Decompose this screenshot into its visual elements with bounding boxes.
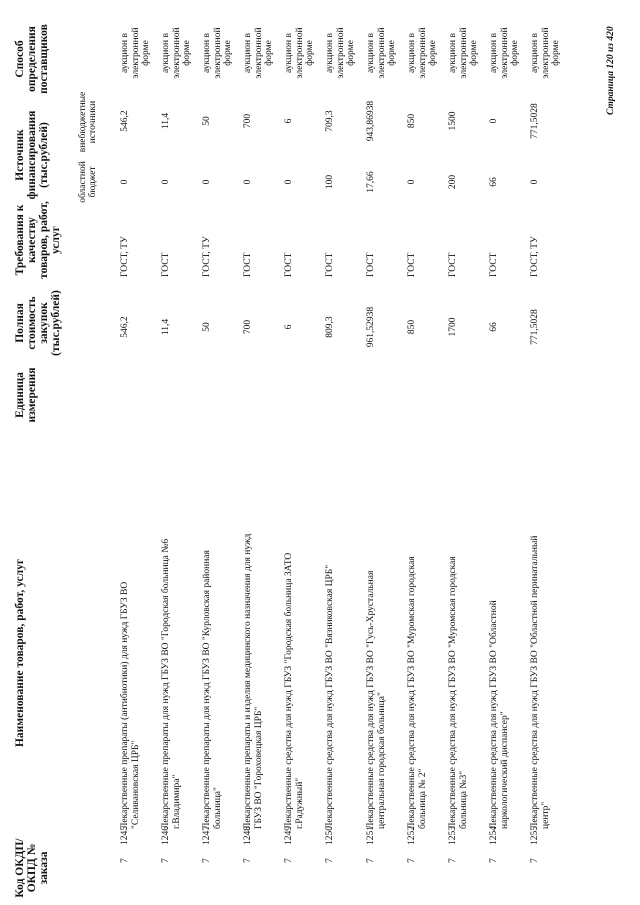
row-name: Лекарственные средства для нужд ГБУЗ ВО "Муромская городская больница № 2" [407, 556, 428, 829]
row-name: Лекарственные препараты и изделия медицинского назначения для нужд ГБУЗ ВО "Гороховецкая ЦРБ" [243, 533, 264, 829]
row-requirements: ГОСТ, ТУ [120, 236, 130, 277]
row-code: 7 [120, 858, 130, 863]
row-method: аукцион в электронной форме [325, 27, 356, 79]
row-name: Лекарственные средства для нужд ГБУЗ ВО "Вязниковская ЦРБ" [325, 564, 335, 829]
header-code: Код ОКДП/ ОКПД № заказа [14, 838, 50, 898]
row-extrabudgetary: 546,2 [120, 110, 130, 132]
row-code: 7 [489, 858, 499, 863]
row-name: Лекарственные препараты для нужд ГБУЗ ВО "Городская больница №6 г.Владимира" [161, 538, 182, 829]
row-cost: 771,5028 [530, 309, 540, 345]
row-regional-budget: 66 [489, 177, 499, 187]
row-code: 7 [448, 858, 458, 863]
row-cost: 66 [489, 322, 499, 332]
row-method: аукцион в электронной форме [530, 27, 561, 79]
row-name: Лекарственные средства для нужд ГБУЗ ВО "Областной наркологический диспансер" [489, 600, 510, 829]
row-method: аукцион в электронной форме [161, 27, 192, 79]
header-unit: Единица измерения [14, 367, 38, 423]
row-number: 1255 [530, 826, 540, 845]
row-requirements: ГОСТ [407, 252, 417, 277]
row-code: 7 [407, 858, 417, 863]
row-requirements: ГОСТ [325, 252, 335, 277]
row-requirements: ГОСТ [448, 252, 458, 277]
row-name: Лекарственные средства для нужд ГБУЗ ВО "Областной перинатальный центр" [530, 535, 551, 829]
row-cost: 50 [202, 322, 212, 332]
row-code: 7 [243, 858, 253, 863]
row-requirements: ГОСТ, ТУ [202, 236, 212, 277]
row-regional-budget: 0 [120, 179, 130, 185]
row-regional-budget: 0 [530, 179, 540, 185]
row-name: Лекарственные средства для нужд ГБУЗ ВО "Гусь-Хрустальная центральная городская больница" [366, 570, 387, 829]
row-cost: 961,52938 [366, 306, 376, 348]
row-cost: 546,2 [120, 316, 130, 338]
row-method: аукцион в электронной форме [366, 27, 397, 79]
header-cost: Полная стоимость закупок (тыс.рублей) [14, 290, 62, 356]
row-number: 1250 [325, 826, 335, 845]
row-extrabudgetary: 50 [202, 116, 212, 126]
table-row [487, 0, 527, 905]
row-cost: 700 [243, 319, 253, 335]
row-requirements: ГОСТ [161, 252, 171, 277]
row-name: Лекарственные препараты для нужд ГБУЗ ВО "Курловская районная больница" [202, 550, 223, 829]
row-code: 7 [530, 858, 540, 863]
row-method: аукцион в электронной форме [202, 27, 233, 79]
subheader-extrabudgetary: внебюджетные источники [78, 91, 98, 153]
row-method: аукцион в электронной форме [284, 27, 315, 79]
subheader-regional-budget: областной бюджет [78, 161, 98, 203]
row-regional-budget: 0 [284, 179, 294, 185]
row-regional-budget: 0 [407, 179, 417, 185]
row-method: аукцион в электронной форме [448, 27, 479, 79]
row-code: 7 [161, 858, 171, 863]
table-row [241, 0, 281, 905]
row-code: 7 [366, 858, 376, 863]
row-extrabudgetary: 1500 [448, 111, 458, 131]
row-number: 1248 [243, 826, 253, 845]
table-row [159, 0, 199, 905]
table-row [200, 0, 240, 905]
header-name: Наименование товаров, работ, услуг [14, 558, 26, 748]
row-number: 1251 [366, 826, 376, 845]
row-extrabudgetary: 709,3 [325, 110, 335, 132]
row-regional-budget: 17,66 [366, 171, 376, 193]
row-method: аукцион в электронной форме [243, 27, 274, 79]
row-cost: 1700 [448, 317, 458, 337]
row-cost: 850 [407, 319, 417, 335]
row-requirements: ГОСТ [243, 252, 253, 277]
row-extrabudgetary: 700 [243, 113, 253, 129]
row-extrabudgetary: 11,4 [161, 112, 171, 130]
table-row [446, 0, 486, 905]
row-cost: 809,3 [325, 316, 335, 338]
table-row [282, 0, 322, 905]
row-regional-budget: 0 [202, 179, 212, 185]
row-method: аукцион в электронной форме [489, 27, 520, 79]
row-cost: 6 [284, 324, 294, 330]
row-extrabudgetary: 943,86938 [366, 100, 376, 142]
row-requirements: ГОСТ [489, 252, 499, 277]
row-regional-budget: 0 [243, 179, 253, 185]
row-number: 1247 [202, 826, 212, 845]
row-number: 1253 [448, 826, 458, 845]
row-name: Лекарственные средства для нужд ГБУЗ ВО "Муромская городская больница №3" [448, 556, 469, 829]
table-row [118, 0, 158, 905]
row-number: 1249 [284, 826, 294, 845]
page-footer: Страница 120 из 420 [606, 26, 616, 115]
table-row [323, 0, 363, 905]
row-method: аукцион в электронной форме [407, 27, 438, 79]
row-cost: 11,4 [161, 318, 171, 336]
row-number: 1254 [489, 826, 499, 845]
row-requirements: ГОСТ [366, 252, 376, 277]
row-method: аукцион в электронной форме [120, 27, 151, 79]
row-code: 7 [284, 858, 294, 863]
row-name: Лекарственные средства для нужд ГБУЗ "Городская больница ЗАТО г.Радужный" [284, 552, 305, 829]
row-number: 1246 [161, 826, 171, 845]
table-row [528, 0, 568, 905]
row-regional-budget: 200 [448, 174, 458, 190]
table-row [405, 0, 445, 905]
row-extrabudgetary: 6 [284, 118, 294, 124]
table-row [364, 0, 404, 905]
row-requirements: ГОСТ, ТУ [530, 236, 540, 277]
row-extrabudgetary: 850 [407, 113, 417, 129]
row-name: Лекарственные препараты (антибиотики) для нужд ГБУЗ ВО "Селивановская ЦРБ" [120, 581, 141, 829]
row-regional-budget: 100 [325, 174, 335, 190]
header-funding-source: Источник финансирования (тыс.рублей) [14, 110, 50, 200]
row-requirements: ГОСТ [284, 252, 294, 277]
row-code: 7 [325, 858, 335, 863]
row-extrabudgetary: 771,5028 [530, 103, 540, 139]
row-regional-budget: 0 [161, 179, 171, 185]
header-requirements: Требования к качеству товаров, работ, услуг [14, 201, 62, 279]
row-extrabudgetary: 0 [489, 118, 499, 124]
row-number: 1252 [407, 826, 417, 845]
header-method: Способ определения поставщиков [14, 24, 50, 94]
row-number: 1245 [120, 826, 130, 845]
row-code: 7 [202, 858, 212, 863]
